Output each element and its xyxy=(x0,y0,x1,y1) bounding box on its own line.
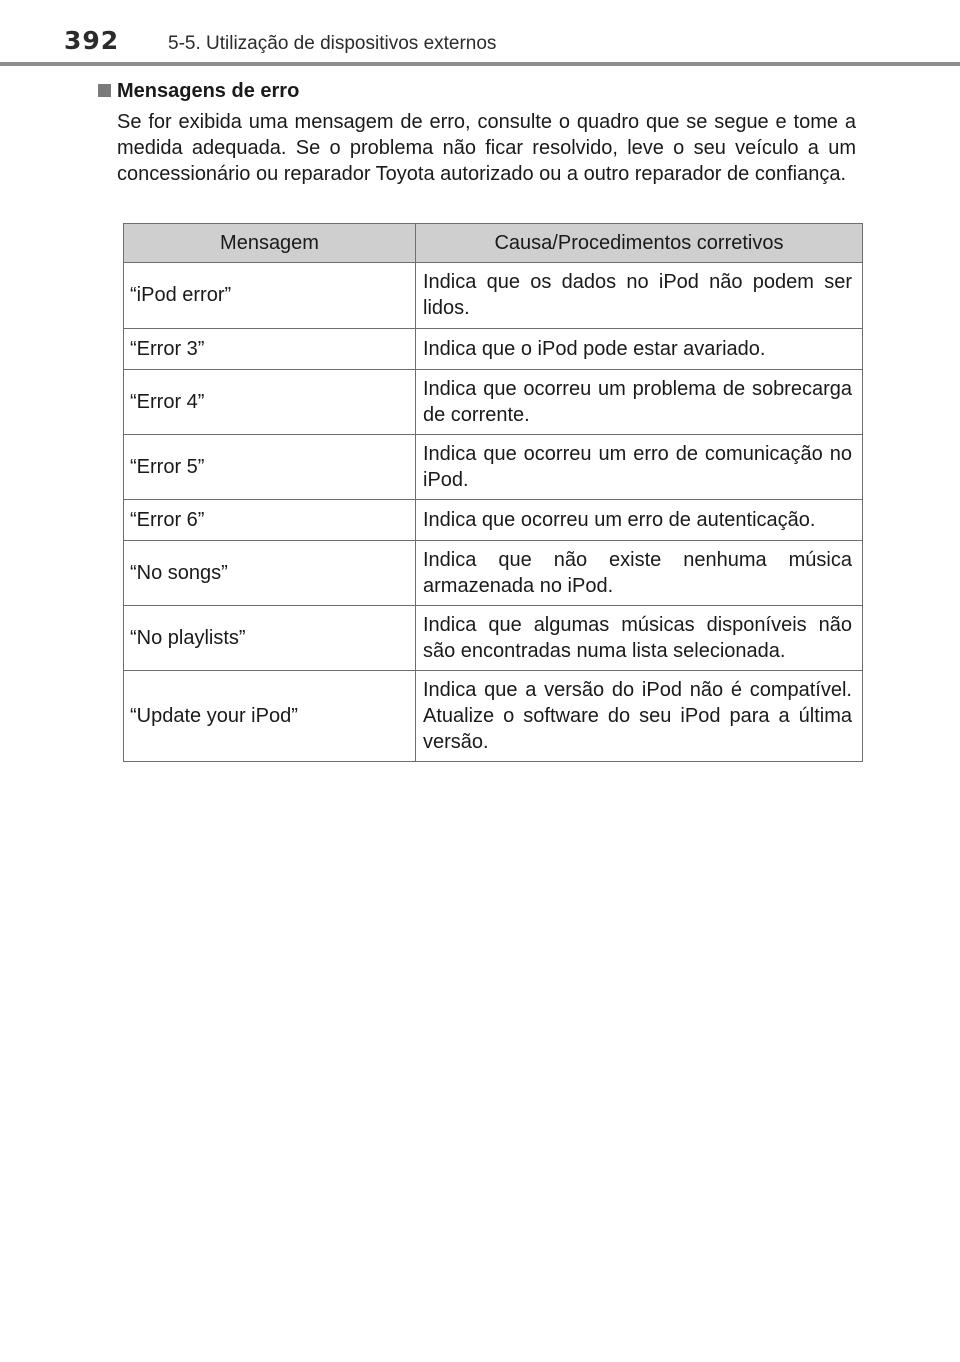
cell-message: “Error 6” xyxy=(124,500,416,541)
cell-message: “Update your iPod” xyxy=(124,671,416,762)
cell-message: “Error 3” xyxy=(124,329,416,370)
page-header xyxy=(0,0,960,66)
table-row xyxy=(124,329,863,370)
cell-message: “Error 4” xyxy=(124,370,416,435)
section-title: 5-5. Utilização de dispositivos externos xyxy=(168,33,497,54)
cell-message: “iPod error” xyxy=(124,263,416,329)
subheading xyxy=(98,80,299,103)
table-row xyxy=(124,370,863,435)
header-divider xyxy=(0,62,960,66)
cell-cause: Indica que ocorreu um problema de sobrecarga de corrente. xyxy=(416,370,863,435)
table-row xyxy=(124,435,863,500)
table-row xyxy=(124,500,863,541)
table-row xyxy=(124,541,863,606)
column-header-cause: Causa/Procedimentos corretivos xyxy=(416,224,863,263)
column-header-message: Mensagem xyxy=(124,224,416,263)
page-number: 392 xyxy=(64,26,120,55)
intro-paragraph: Se for exibida uma mensagem de erro, consulte o quadro que se segue e tome a medida adequada. Se o problema não ficar resolvido, leve o seu veículo a um concessionário ou reparador Toyota autorizado ou a outro reparador de confiança. xyxy=(117,111,856,185)
table-row xyxy=(124,606,863,671)
cell-message: “No songs” xyxy=(124,541,416,606)
cell-cause: Indica que não existe nenhuma música armazenada no iPod. xyxy=(416,541,863,606)
table-row xyxy=(124,263,863,329)
subheading-text: Mensagens de erro xyxy=(117,80,300,102)
cell-cause: Indica que algumas músicas disponíveis não são encontradas numa lista selecionada. xyxy=(416,606,863,671)
cell-cause: Indica que ocorreu um erro de comunicação no iPod. xyxy=(416,435,863,500)
error-message-table xyxy=(123,223,863,762)
cell-message: “No playlists” xyxy=(124,606,416,671)
square-bullet-icon xyxy=(98,84,111,97)
cell-message: “Error 5” xyxy=(124,435,416,500)
cell-cause: Indica que a versão do iPod não é compatível. Atualize o software do seu iPod para a última versão. xyxy=(416,671,863,762)
cell-cause: Indica que ocorreu um erro de autenticação. xyxy=(416,500,863,541)
table-row xyxy=(124,671,863,762)
table-header-row xyxy=(124,224,863,263)
cell-cause: Indica que os dados no iPod não podem ser lidos. xyxy=(416,263,863,329)
cell-cause: Indica que o iPod pode estar avariado. xyxy=(416,329,863,370)
